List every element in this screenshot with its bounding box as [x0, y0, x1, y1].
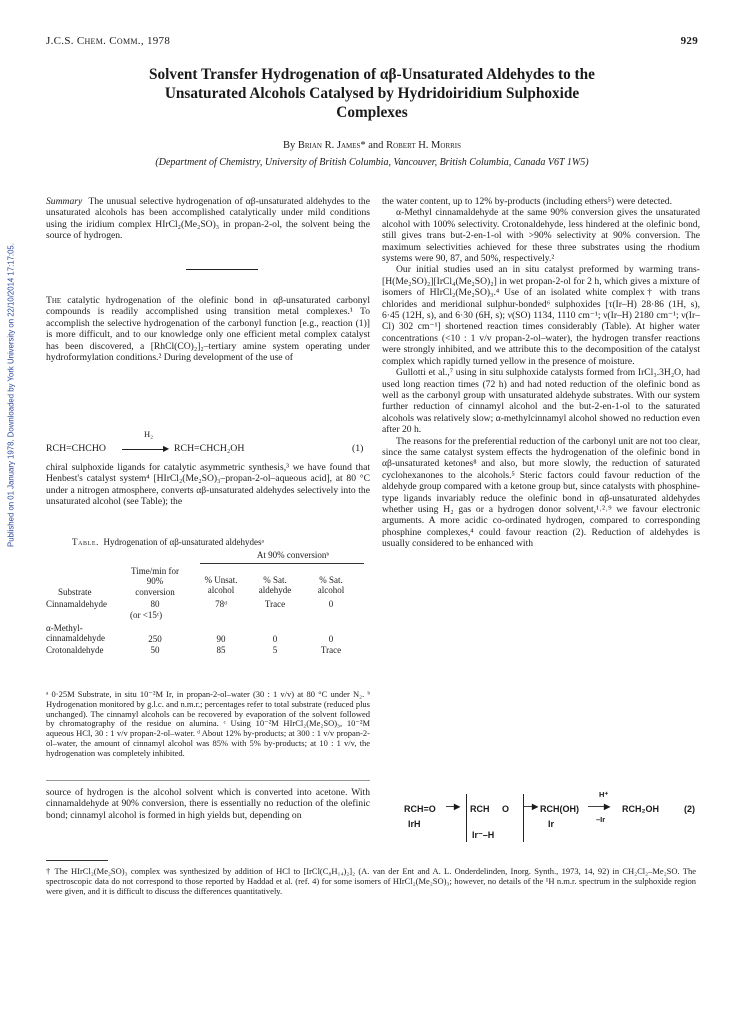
scheme-alkoxide-iridium: Ir	[548, 819, 555, 829]
scheme-iridium-loss: –Ir	[596, 815, 606, 824]
summary-block	[46, 196, 370, 242]
scheme-transition-carbon: RCH	[470, 804, 490, 814]
scheme-arrow-1: —▶	[446, 802, 461, 811]
paragraph-2-text: chiral sulphoxide ligands for catalytic asymmetric synthesis,³ we have found that Henbest's catalyst system⁴ [HIrCl₂(Me₂SO)₃–propan-2-ol–aqueous acid], at 80 °C under a nitrogen atmosphere, converts αβ-unsaturated aldehydes selectively into the unsaturated alcohol (see Table); the	[46, 462, 370, 508]
scheme-number: (2)	[684, 804, 695, 814]
title-line-2: Unsaturated Alcohols Catalysed by Hydridoiridium Sulphoxide	[164, 85, 580, 102]
scheme-alkoxide: RCH(OH)	[540, 804, 579, 814]
download-sidebar	[2, 160, 20, 630]
table-row-2-substrate: α-Methyl-cinnamaldehyde	[46, 623, 105, 644]
paragraph-1-text: catalytic hydrogenation of the olefinic bond in αβ-unsaturated carbonyl compounds is readily accomplished using transition metal complexes.¹ To accomplish the selective hydrogenation of the carbonyl function [e.g., reaction (1)] is more difficult, and to our knowledge only one efficient metal complex catalyst has been discovered, a [RhCl(CO)₂]₂–tertiary amine system operating under hydroformylation conditions.² During development of the use of	[46, 295, 370, 364]
summary-text: The unusual selective hydrogenation of αβ-unsaturated aldehydes to the unsaturated alcohols has been accomplished catalytically under mild conditions using the iridium complex HIrCl₂(Me₂SO)₃ in propan-2-ol, the solvent being the source of hydrogen.	[46, 196, 370, 242]
reaction-scheme-2	[400, 790, 700, 850]
table-row-1-unsat: 78ᵈ	[215, 599, 227, 609]
table-row-1-sat-alc: 0	[328, 599, 334, 609]
equation-1-right: RCH=CHCH₂OH	[174, 443, 245, 454]
author-2: Robert H. Morris	[386, 140, 462, 151]
equation-1-arrow	[122, 449, 166, 450]
table-group-header: At 90% conversionᵇ	[256, 550, 330, 560]
journal-name: J.C.S. Chem. Comm., 1978	[46, 35, 171, 47]
header-unsat-alcohol: % Unsat. alcohol	[204, 575, 238, 596]
affiliation: (Department of Chemistry, University of British Columbia, Vancouver, British Columbia, Canada V6T 1W5)	[155, 157, 589, 168]
summary-label: Summary	[46, 196, 83, 207]
by-word: By	[282, 140, 296, 151]
table-row-3-substrate: Crotonaldehyde	[46, 645, 104, 655]
running-head	[46, 35, 698, 49]
authors-line	[60, 140, 684, 151]
author-1: Brian R. James*	[297, 140, 366, 151]
scheme-arrow-3: ——▶	[588, 802, 611, 811]
scheme-proton: H⁺	[599, 790, 609, 799]
header-time: Time/min for 90% conversion	[131, 566, 179, 597]
table-row-1-time: 80	[150, 599, 160, 609]
summary-divider	[186, 269, 258, 270]
table-row-2-unsat: 90	[216, 634, 226, 644]
table-label: Table.	[72, 537, 100, 547]
table-row-1-time-note: (or <15ᶜ)	[130, 610, 163, 620]
title-line-1: Solvent Transfer Hydrogenation of αβ-Unsaturated Aldehydes to the	[149, 66, 595, 83]
table-row-3-sat-alc: Trace	[320, 645, 342, 655]
download-notice[interactable]: Published on 01 January 1978. Downloaded by York University on 22/10/2014 17:17:05.	[6, 243, 16, 547]
body-paragraph-2	[46, 462, 370, 508]
table-caption	[72, 537, 264, 547]
right-column	[382, 196, 700, 550]
equation-1-arrowhead: ▶	[163, 443, 170, 453]
equation-1-reagent: H₂	[144, 429, 154, 439]
equation-1-number: (1)	[352, 443, 364, 454]
scheme-transition-oxygen: O	[502, 804, 510, 814]
header-substrate: Substrate	[58, 587, 92, 597]
page-number: 929	[680, 35, 698, 47]
column-divider	[46, 780, 370, 781]
body-paragraph-3	[46, 787, 370, 821]
table-row-1-sat-ald: Trace	[264, 599, 286, 609]
table-row-1-substrate: Cinnamaldehyde	[46, 599, 107, 609]
scheme-arrow-2: —▶	[524, 802, 539, 811]
and-word: and	[368, 140, 384, 151]
table-row-3-time: 50	[150, 645, 160, 655]
table-caption-text: Hydrogenation of αβ-unsaturated aldehydesᵃ	[103, 537, 264, 547]
paragraph-lead-in: The	[46, 295, 62, 306]
right-paragraph-2: α-Methyl cinnamaldehyde at the same 90% conversion gives the unsaturated alcohol with 100% selectivity. Crotonaldehyde, less hindered at the olefinic bond, still gives trans but-2-en-1-ol with >90% selectivity at 90% conversion. The maximum selectivities achieved for these three substrates using the rhodium systems were 90, 87, and 50%, respectively.²	[382, 207, 700, 265]
right-paragraph-5: The reasons for the preferential reduction of the carbonyl unit are not too clear, since the same catalyst system effects the hydrogenation of the olefinic bond in αβ-unsaturated ketones⁸ and also, but more slowly, the reduction of saturated cyclohexanones to the alcohols.⁵ Steric factors could favour reduction of the aldehyde group compared with a ketone group but, since catalysts with phosphine-type ligands invariably reduce the olefinic bond in αβ-unsaturated aldehydes whether using H₂ gas or a hydrogen donor solvent,¹˒²˒⁹ we favour electronic arguments. A more acidic co-ordinated hydrogen, compared to corresponding phosphine complexes,⁴ could favour reaction (2). Reduction of aldehydes is usually considered to be enhanced with	[382, 435, 700, 550]
equation-1-left: RCH=CHCHO	[46, 443, 106, 454]
header-sat-aldehyde: % Sat. aldehyde	[258, 575, 292, 596]
table-row-2-time: 250	[148, 634, 162, 644]
right-paragraph-1: the water content, up to 12% by-products (including ethers⁵) were detected.	[382, 196, 672, 207]
title-line-3: Complexes	[336, 104, 408, 121]
scheme-aldehyde: RCH=O	[404, 804, 436, 814]
table-row-2-sat-alc: 0	[328, 634, 334, 644]
paragraph-3-text: source of hydrogen is the alcohol solvent which is converted into acetone. With cinnamaldehyde at 90% conversion, there is essentially no reduction of the olefinic bond; cinnamyl alcohol is formed in high yields but, depending on	[46, 787, 370, 821]
right-paragraph-4: Gullotti et al.,⁷ using in situ sulphoxide catalysts formed from IrCl₃.3H₂O, had used long reaction times (72 h) and had noted reduction of the olefinic bond as well as the carbonyl group with unsaturated aldehyde substrates. With our system further reduction of cinnamyl alcohol and the but-2-en-1-ol to the saturated alcohols was relatively slow; α-methylcinnamyl alcohol showed no reduction even after 20 h.	[382, 367, 700, 436]
body-paragraph-1	[46, 295, 370, 363]
table-group-rule	[200, 563, 364, 564]
scheme-iridium-hydride: IrH	[408, 819, 421, 829]
page-footnote: † The HIrCl₂(Me₂SO)₃ complex was synthesized by addition of HCl to [IrCl(C₈H₁₄)₂]₂ (A. van der Ent and A. L. Onderdelinden, Inorg. Synth., 1973, 14, 92) in CH₂Cl₂–Me₂SO. The spectroscopic data do not correspond to those reported by Haddad et al. (ref. 4) for some isomers of HIrCl₂(Me₂SO)₃; however, no details of the ¹H n.m.r. spectrum in the sulphoxide region were given, and it is difficult to discuss the differences quantitatively.	[46, 866, 696, 897]
footnote-rule	[46, 860, 108, 861]
table-row-3-unsat: 85	[216, 645, 226, 655]
scheme-product-alcohol: RCH₂OH	[622, 804, 659, 814]
scheme-transition-iridium: Ir⁻–H	[472, 830, 495, 840]
table-row-2-sat-ald: 0	[272, 634, 278, 644]
table-row-3-sat-ald: 5	[272, 645, 278, 655]
table-footnote: ᵃ 0·25M Substrate, in situ 10⁻²M Ir, in propan-2-ol–water (30 : 1 v/v) at 80 °C under N₂. ᵇ Hydrogenation monitored by g.l.c. and n.m.r.; percentages refer to total substrate (reduced plus unchanged). The cinnamyl alcohols can be recovered by evaporation of the solvent followed by chromatography of the residue on alumina. ᶜ Using 10⁻²M HIrCl₂(Me₂SO)₃, 10⁻²M aqueous HCl, 30 : 1 v/v propan-2-ol–water. ᵈ About 12% by-products; at 300 : 1 v/v propan-2-ol–water, the amount of cinnamyl alcohol was 85% with 5% by-products; at 10 : 1 v/v, the hydrogenation was completely inhibited.	[46, 689, 370, 758]
header-sat-alcohol: % Sat. alcohol	[317, 575, 345, 596]
right-paragraph-3: Our initial studies used an in situ catalyst preformed by warming trans-[H(Me₂SO)₂][IrCl₄(Me₂SO)₂] in wet propan-2-ol for 2 h, which gives a mixture of isomers of HIrCl₂(Me₂SO)₃.⁴ Use of an isolated white complex† with trans chlorides and meridional sulphur-bonded⁶ sulphoxides [τ(Ir–H) 28·86 (1H, s), 6·45 (12H, s), and 6·30 (6H, s); ν(SO) 1134, 1110 cm⁻¹; ν(Ir–H) 2180 cm⁻¹; ν(Ir–Cl) 302 cm⁻¹] shortened reaction times considerably (Table). At higher water concentrations (<10 : 1 v/v propan-2-ol–water), the hydrogen transfer reactions were strongly inhibited, and we attribute this to the decomposition of the catalyst complex which rapidly turned yellow in the presence of moisture.	[382, 264, 700, 367]
article-title	[60, 65, 684, 122]
